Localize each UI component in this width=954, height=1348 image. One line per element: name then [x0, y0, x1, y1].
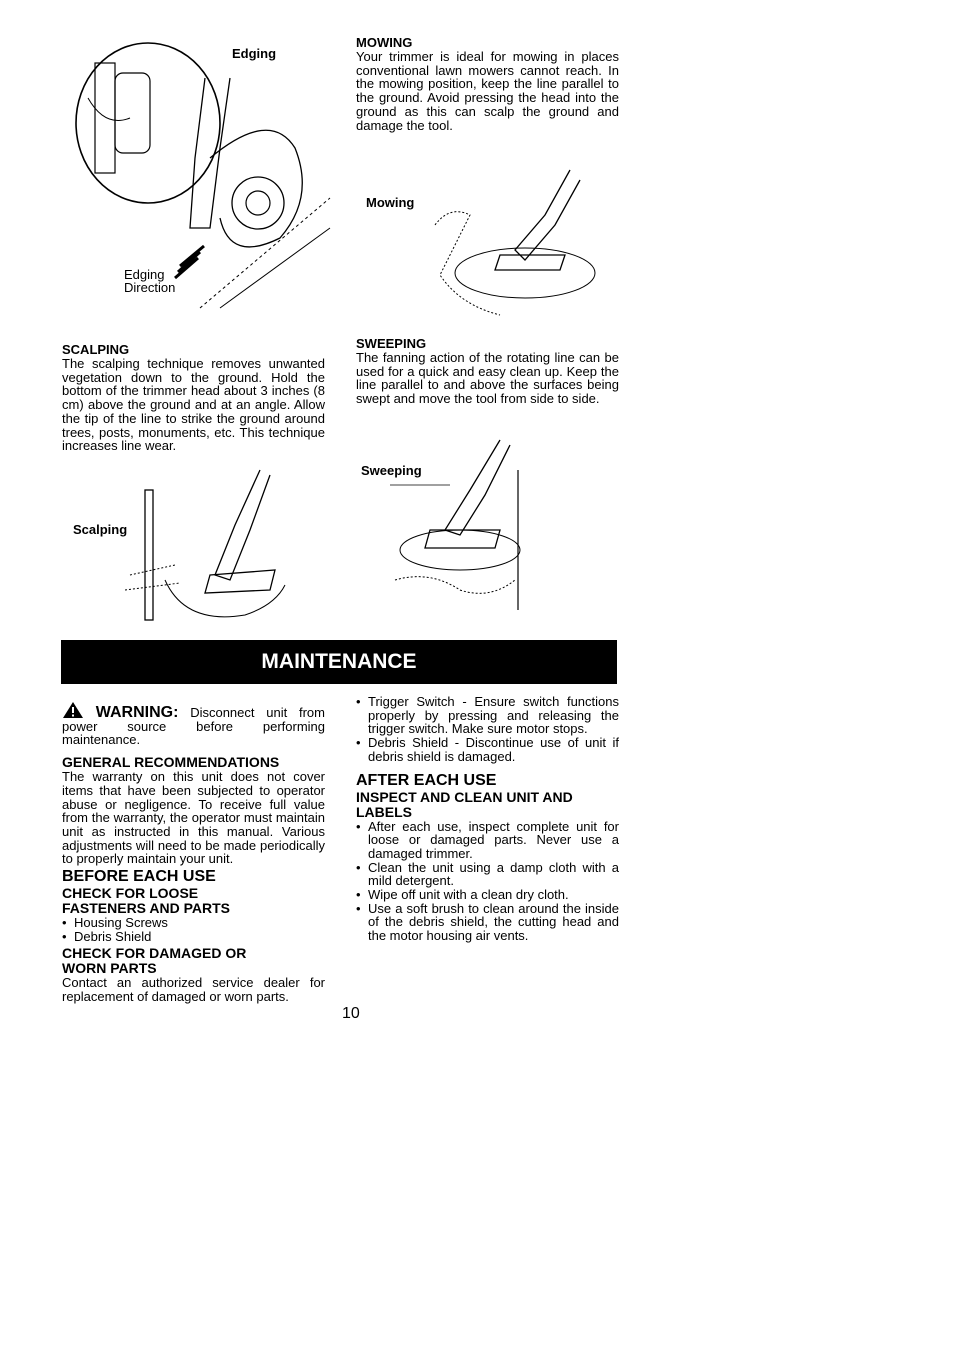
mowing-label: Mowing	[366, 195, 415, 210]
mowing-drawing	[430, 165, 610, 320]
warning-icon	[62, 701, 84, 719]
sweeping-label: Sweeping	[361, 463, 422, 478]
mowing-heading: MOWING	[356, 35, 413, 50]
sweeping-section	[356, 337, 619, 406]
inspect-clean-heading: INSPECT AND CLEAN UNIT AND LABELS	[356, 788, 573, 820]
general-body: The warranty on this unit does not cover items that have been subjected to operator abuse or negligence. To receive full value from the warranty, the operator must maintain unit as instructed in this manual. Various adjustments will need to be made periodically to properly maintain your unit.	[62, 769, 325, 867]
mowing-body: Your trimmer is ideal for mowing in places conventional lawn mowers cannot reach. In the mowing position, keep the line parallel to the ground. Avoid pressing the head into the ground as this can scalp the ground and damage the tool.	[356, 49, 619, 133]
edging-drawing	[70, 38, 340, 313]
scalping-heading: SCALPING	[62, 342, 130, 357]
list-item: • Debris Shield - Discontinue use of unit if debris shield is damaged.	[356, 736, 619, 763]
sweeping-illustration	[360, 430, 590, 615]
sweeping-drawing	[390, 430, 590, 615]
after-each-use-heading: AFTER EACH USE	[356, 771, 497, 789]
list-item: • After each use, inspect complete unit for loose or damaged parts. Never use a damaged trimmer.	[356, 820, 619, 861]
maintenance-right-column	[356, 695, 619, 943]
warning-text: Disconnect unit from power source before performing maintenance.	[62, 705, 325, 748]
scalping-drawing	[125, 465, 300, 625]
damaged-parts-body: Contact an authorized service dealer for replacement of damaged or worn parts.	[62, 975, 325, 1005]
list-item: • Housing Screws	[62, 916, 325, 930]
before-use-continued-list	[356, 695, 619, 764]
scalping-body: The scalping technique removes unwanted vegetation down to the ground. Hold the bottom of the trimmer head about 3 inches (8 cm) above the ground and at an angle. Allow the tip of the line to strike the ground around trees, posts, monuments, etc. This technique increases line wear.	[62, 356, 325, 454]
page-number: 10	[342, 1005, 360, 1022]
maintenance-banner: MAINTENANCE	[61, 640, 617, 684]
edging-label: Edging	[232, 46, 277, 61]
damaged-parts-heading: CHECK FOR DAMAGED OR WORN PARTS	[62, 945, 247, 977]
warning-label: WARNING:	[95, 704, 179, 721]
edging-illustration	[70, 38, 340, 313]
maintenance-left-column	[62, 701, 325, 1004]
list-item: • Clean the unit using a damp cloth with a mild detergent.	[356, 861, 619, 888]
scalping-label: Scalping	[73, 522, 128, 537]
warning-block	[62, 701, 325, 747]
sweeping-heading: SWEEPING	[356, 336, 427, 351]
list-item: • Trigger Switch - Ensure switch functions properly by pressing and releasing the trigger switch. Make sure motor stops.	[356, 695, 619, 736]
loose-fasteners-heading: CHECK FOR LOOSE FASTENERS AND PARTS	[62, 885, 231, 917]
list-item: • Debris Shield	[62, 930, 325, 944]
before-each-use-heading: BEFORE EACH USE	[62, 868, 216, 886]
mowing-illustration	[360, 165, 610, 320]
sweeping-body: The fanning action of the rotating line can be used for a quick and easy clean up. Keep the line parallel to and above the surfaces being swept and move the tool from side to side.	[356, 350, 619, 407]
after-use-list	[356, 820, 619, 943]
list-item: • Wipe off unit with a clean dry cloth.	[356, 888, 619, 902]
loose-fasteners-list	[62, 916, 325, 943]
scalping-section	[62, 343, 325, 453]
mowing-section	[356, 36, 619, 132]
general-heading: GENERAL RECOMMENDATIONS	[62, 754, 280, 771]
list-item: • Use a soft brush to clean around the inside of the debris shield, the cutting head and the motor housing air vents.	[356, 902, 619, 943]
edging-direction-label: Edging Direction	[124, 267, 176, 295]
scalping-illustration	[70, 465, 300, 625]
